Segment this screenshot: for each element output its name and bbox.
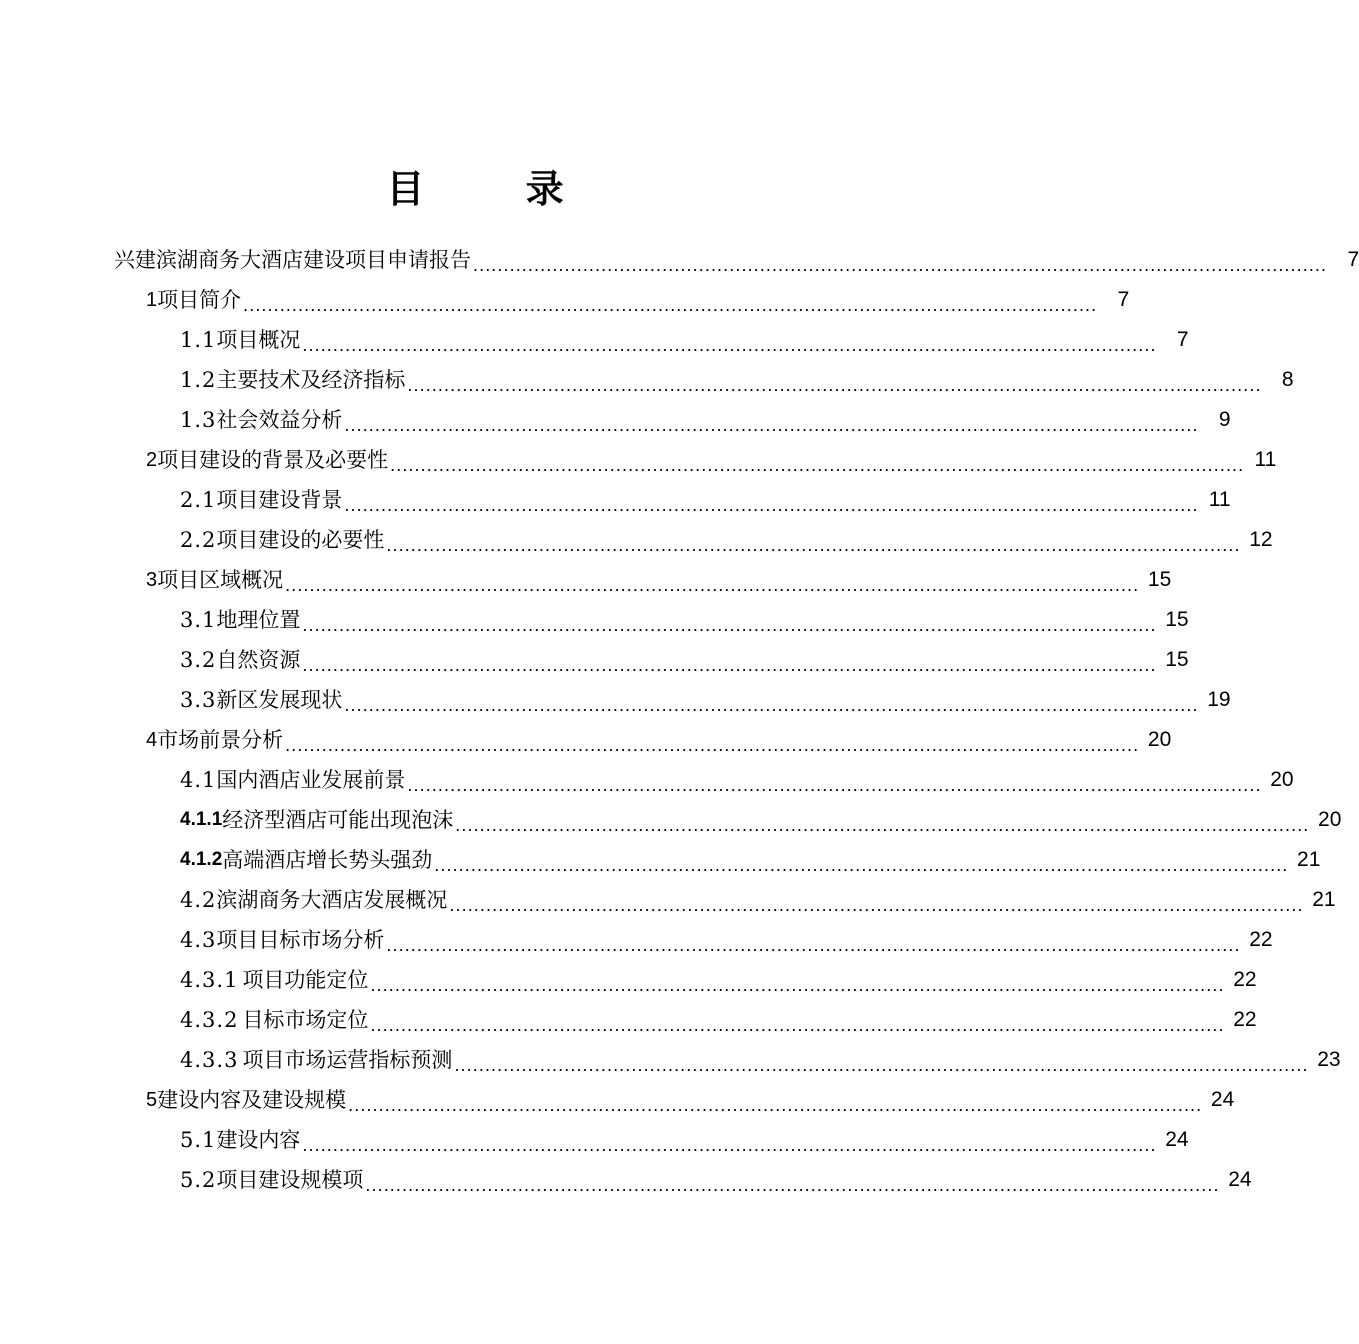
toc-dot-leader: ............................................................................................................................................ (302, 1135, 1157, 1155)
toc-entry-title: 建设内容及建设规模 (157, 1088, 347, 1112)
toc-page-number: 24 (1210, 1088, 1235, 1111)
toc-entry-number: 1 (146, 289, 158, 311)
toc-entry-number: 2 (146, 449, 158, 471)
toc-page-number: 20 (1147, 728, 1172, 751)
toc-entry-title: 项目建设的背景及必要性 (157, 448, 389, 472)
toc-entry-title: 项目市场运营指标预测 (242, 1048, 453, 1072)
toc-entry-title: 新区发展现状 (216, 688, 343, 712)
toc-page-number: 7 (1176, 328, 1189, 351)
toc-entry-number: 5 (146, 1089, 158, 1111)
toc-entry[interactable] (0, 560, 1172, 600)
toc-page-number: 12 (1249, 528, 1273, 551)
toc-entry-number: 4.3.3 (180, 1048, 239, 1072)
toc-entry-number: 3.3 (180, 688, 217, 712)
toc-dot-leader: ............................................................................................................................................ (454, 1055, 1309, 1075)
toc-entry-number: 4.1.2 (180, 849, 223, 870)
toc-entry-title: 自然资源 (216, 648, 301, 672)
toc-entry-number: 4 (146, 729, 158, 751)
toc-entry[interactable] (0, 760, 1294, 800)
toc-dot-leader: ............................................................................................................................................ (302, 615, 1157, 635)
toc-dot-leader: ............................................................................................................................................ (285, 575, 1140, 595)
toc-dot-leader: ............................................................................................................................................ (407, 375, 1262, 395)
toc-entry-number: 4.2 (180, 888, 217, 912)
toc-entry-number: 3.2 (180, 648, 217, 672)
toc-page-number: 21 (1312, 888, 1336, 911)
toc-dot-leader: ............................................................................................................................................ (365, 1175, 1220, 1195)
toc-page-number: 22 (1233, 1008, 1257, 1031)
toc-entry-number: 5.2 (180, 1168, 217, 1192)
toc-entry-title: 市场前景分析 (157, 728, 284, 752)
toc-entry-title: 项目区域概况 (157, 568, 284, 592)
toc-page-number: 15 (1165, 648, 1189, 671)
toc-entry[interactable] (0, 680, 1231, 720)
toc-entry-title: 兴建滨湖商务大酒店建设项目申请报告 (114, 248, 471, 272)
toc-entry[interactable] (0, 360, 1294, 400)
toc-entry-title: 经济型酒店可能出现泡沫 (222, 808, 454, 832)
toc-dot-leader: ............................................................................................................................................ (449, 895, 1304, 915)
toc-entry-title: 项目概况 (216, 328, 301, 352)
toc-page-number: 8 (1281, 368, 1294, 391)
toc-entry[interactable] (0, 240, 1359, 280)
toc-entry-number: 4.3.2 (180, 1008, 239, 1032)
toc-entry[interactable] (0, 600, 1189, 640)
toc-page-number: 7 (1347, 248, 1359, 271)
toc-entry-title: 项目目标市场分析 (216, 928, 385, 952)
toc-dot-leader: ............................................................................................................................................ (407, 775, 1262, 795)
toc-page-number: 19 (1207, 688, 1231, 711)
toc-entry-number: 3 (146, 569, 158, 591)
toc-dot-leader: ............................................................................................................................................ (386, 935, 1241, 955)
toc-entry[interactable] (0, 1040, 1341, 1080)
toc-entry-title: 国内酒店业发展前景 (216, 768, 406, 792)
toc-page-number: 24 (1165, 1128, 1189, 1151)
toc-dot-leader: ............................................................................................................................................ (344, 415, 1199, 435)
toc-entry-title: 主要技术及经济指标 (216, 368, 406, 392)
toc-entry[interactable] (0, 520, 1273, 560)
toc-entry-number: 4.1 (180, 768, 217, 792)
toc-dot-leader: ............................................................................................................................................ (302, 655, 1157, 675)
toc-entry[interactable] (0, 720, 1172, 760)
toc-entry-number: 1.2 (180, 368, 217, 392)
toc-entry[interactable] (0, 1000, 1257, 1040)
toc-page-number: 15 (1165, 608, 1189, 631)
toc-entry-number: 5.1 (180, 1128, 217, 1152)
toc-entry[interactable] (0, 960, 1257, 1000)
toc-dot-leader: ............................................................................................................................................ (473, 255, 1328, 275)
toc-dot-leader: ............................................................................................................................................ (302, 335, 1157, 355)
toc-entry[interactable] (0, 400, 1231, 440)
toc-entry[interactable] (0, 280, 1130, 320)
toc-entry-number: 4.3.1 (180, 968, 239, 992)
toc-entry-number: 1.3 (180, 408, 217, 432)
toc-entry[interactable] (0, 1120, 1189, 1160)
toc-entry[interactable] (0, 880, 1336, 920)
toc-page-number: 24 (1228, 1168, 1252, 1191)
toc-dot-leader: ............................................................................................................................................ (390, 455, 1245, 475)
toc-entry-title: 建设内容 (216, 1128, 301, 1152)
toc-entry[interactable] (0, 800, 1342, 840)
toc-dot-leader: ............................................................................................................................................ (370, 1015, 1225, 1035)
toc-entry-title: 社会效益分析 (216, 408, 343, 432)
toc-page-number: 7 (1117, 288, 1130, 311)
toc-entry-title: 地理位置 (216, 608, 301, 632)
toc-dot-leader: ............................................................................................................................................ (370, 975, 1225, 995)
page-title: 目 录 (386, 166, 608, 211)
toc-page-number: 15 (1147, 568, 1172, 591)
toc-entry-number: 2.2 (180, 528, 217, 552)
toc-entry[interactable] (0, 1080, 1235, 1120)
toc-entry-number: 3.1 (180, 608, 217, 632)
toc-page-number: 11 (1208, 488, 1231, 511)
toc-dot-leader: ............................................................................................................................................ (344, 695, 1199, 715)
toc-dot-leader: ............................................................................................................................................ (455, 815, 1310, 835)
toc-page-number: 20 (1270, 768, 1294, 791)
toc-entry-title: 项目建设的必要性 (216, 528, 385, 552)
toc-entry[interactable] (0, 480, 1231, 520)
toc-entry-number: 2.1 (180, 488, 217, 512)
toc-entry-title: 目标市场定位 (242, 1008, 369, 1032)
toc-dot-leader: ............................................................................................................................................ (348, 1095, 1203, 1115)
toc-dot-leader: ............................................................................................................................................ (344, 495, 1199, 515)
table-of-contents (0, 240, 1359, 1200)
toc-entry-title: 项目简介 (157, 288, 242, 312)
toc-entry-number: 1.1 (180, 328, 217, 352)
toc-entry-title: 项目建设背景 (216, 488, 343, 512)
toc-dot-leader: ............................................................................................................................................ (434, 855, 1289, 875)
toc-entry-title: 高端酒店增长势头强劲 (222, 848, 433, 872)
toc-entry[interactable] (0, 920, 1273, 960)
toc-entry[interactable] (0, 440, 1277, 480)
toc-dot-leader: ............................................................................................................................................ (285, 735, 1140, 755)
toc-entry-title: 项目功能定位 (242, 968, 369, 992)
toc-entry[interactable] (0, 840, 1321, 880)
toc-page-number: 21 (1297, 848, 1321, 871)
toc-entry[interactable] (0, 320, 1189, 360)
toc-entry-number: 4.3 (180, 928, 217, 952)
toc-entry[interactable] (0, 640, 1189, 680)
toc-entry-number: 4.1.1 (180, 809, 223, 830)
toc-page-number: 23 (1317, 1048, 1341, 1071)
toc-page-number: 20 (1318, 808, 1342, 831)
toc-entry-title: 滨湖商务大酒店发展概况 (216, 888, 448, 912)
toc-entry-title: 项目建设规模项 (216, 1168, 364, 1192)
toc-page-number: 9 (1218, 408, 1231, 431)
toc-page-number: 11 (1254, 448, 1277, 471)
toc-dot-leader: ............................................................................................................................................ (243, 295, 1098, 315)
toc-dot-leader: ............................................................................................................................................ (386, 535, 1241, 555)
toc-page-number: 22 (1233, 968, 1257, 991)
toc-page-number: 22 (1249, 928, 1273, 951)
toc-entry[interactable] (0, 1160, 1252, 1200)
